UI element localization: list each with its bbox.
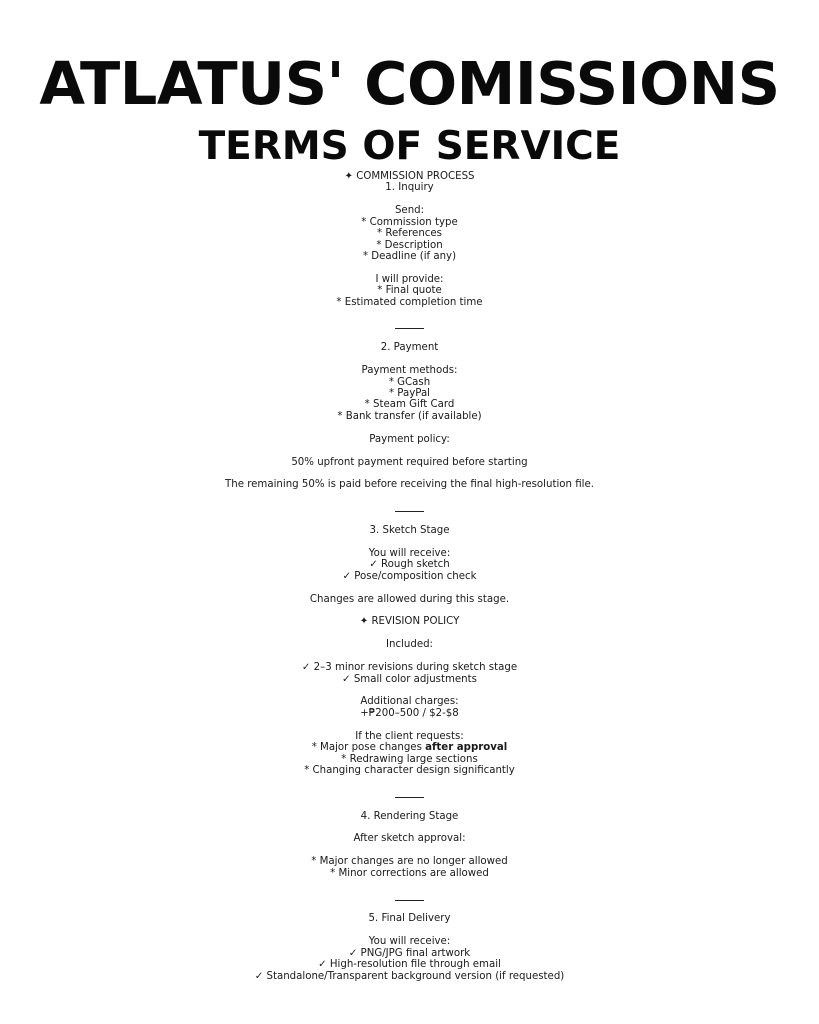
inquiry-heading: 1. Inquiry xyxy=(385,182,434,194)
payment-method-item: * PayPal xyxy=(388,388,431,400)
provide-item: * Final quote xyxy=(377,285,442,297)
final-delivery-heading: 5. Final Delivery xyxy=(368,913,451,925)
document-title: ATLATUS' COMISSIONS xyxy=(39,49,780,118)
delivery-receive-label: You will receive: xyxy=(368,936,451,948)
payment-method-item: * Bank transfer (if available) xyxy=(337,410,482,422)
section-divider xyxy=(0,891,819,902)
sketch-item: ✓ Rough sketch xyxy=(369,559,450,571)
terms-body xyxy=(0,171,819,982)
payment-method-item: * Steam Gift Card xyxy=(364,399,455,411)
section-divider xyxy=(0,788,819,799)
send-item: * Commission type xyxy=(361,216,458,228)
payment-method-item: * GCash xyxy=(388,376,431,388)
section-divider xyxy=(0,502,819,513)
rendering-item: * Minor corrections are allowed xyxy=(330,867,489,879)
rendering-item: * Major changes are no longer allowed xyxy=(311,856,508,868)
sketch-item: ✓ Pose/composition check xyxy=(342,570,477,582)
revision-included-item: ✓ Small color adjustments xyxy=(342,673,477,685)
client-request-item: * Changing character design significantly xyxy=(304,764,515,776)
revision-policy-heading: ✦ REVISION POLICY xyxy=(359,616,460,628)
send-item: * Deadline (if any) xyxy=(362,250,457,262)
major-pose-text: * Major pose changes xyxy=(311,742,426,754)
delivery-item: ✓ PNG/JPG final artwork xyxy=(348,947,471,959)
payment-methods-label: Payment methods: xyxy=(361,365,458,377)
commission-process-heading: ✦ COMMISSION PROCESS xyxy=(344,171,475,182)
send-item: * References xyxy=(377,228,442,240)
additional-charges-label: Additional charges: xyxy=(360,696,459,708)
additional-charges-value: +₱200–500 / $2-$8 xyxy=(360,707,459,719)
provide-label: I will provide: xyxy=(375,273,444,285)
provide-item: * Estimated completion time xyxy=(336,296,483,308)
revision-included-label: Included: xyxy=(386,639,433,651)
delivery-item: ✓ High-resolution file through email xyxy=(318,959,501,971)
after-approval-emphasis: after approval xyxy=(425,742,508,754)
rendering-after-label: After sketch approval: xyxy=(353,833,466,845)
section-divider xyxy=(0,319,819,330)
payment-remaining-text: The remaining 50% is paid before receiving the final high-resolution file. xyxy=(225,479,594,491)
sketch-note: Changes are allowed during this stage. xyxy=(309,593,510,605)
client-requests-label: If the client requests: xyxy=(355,730,464,742)
payment-heading: 2. Payment xyxy=(380,342,439,354)
sketch-heading: 3. Sketch Stage xyxy=(369,525,450,537)
send-label: Send: xyxy=(394,205,425,217)
rendering-heading: 4. Rendering Stage xyxy=(360,810,459,822)
client-request-item xyxy=(0,742,819,753)
document-subtitle: TERMS OF SERVICE xyxy=(198,124,621,169)
delivery-item: ✓ Standalone/Transparent background version (if requested) xyxy=(254,970,565,982)
sketch-receive-label: You will receive: xyxy=(368,547,451,559)
payment-upfront-text: 50% upfront payment required before starting xyxy=(291,456,528,468)
send-item: * Description xyxy=(376,239,443,251)
client-request-item: * Redrawing large sections xyxy=(341,753,478,765)
revision-included-item: ✓ 2–3 minor revisions during sketch stage xyxy=(301,662,518,674)
payment-policy-label: Payment policy: xyxy=(369,433,450,445)
